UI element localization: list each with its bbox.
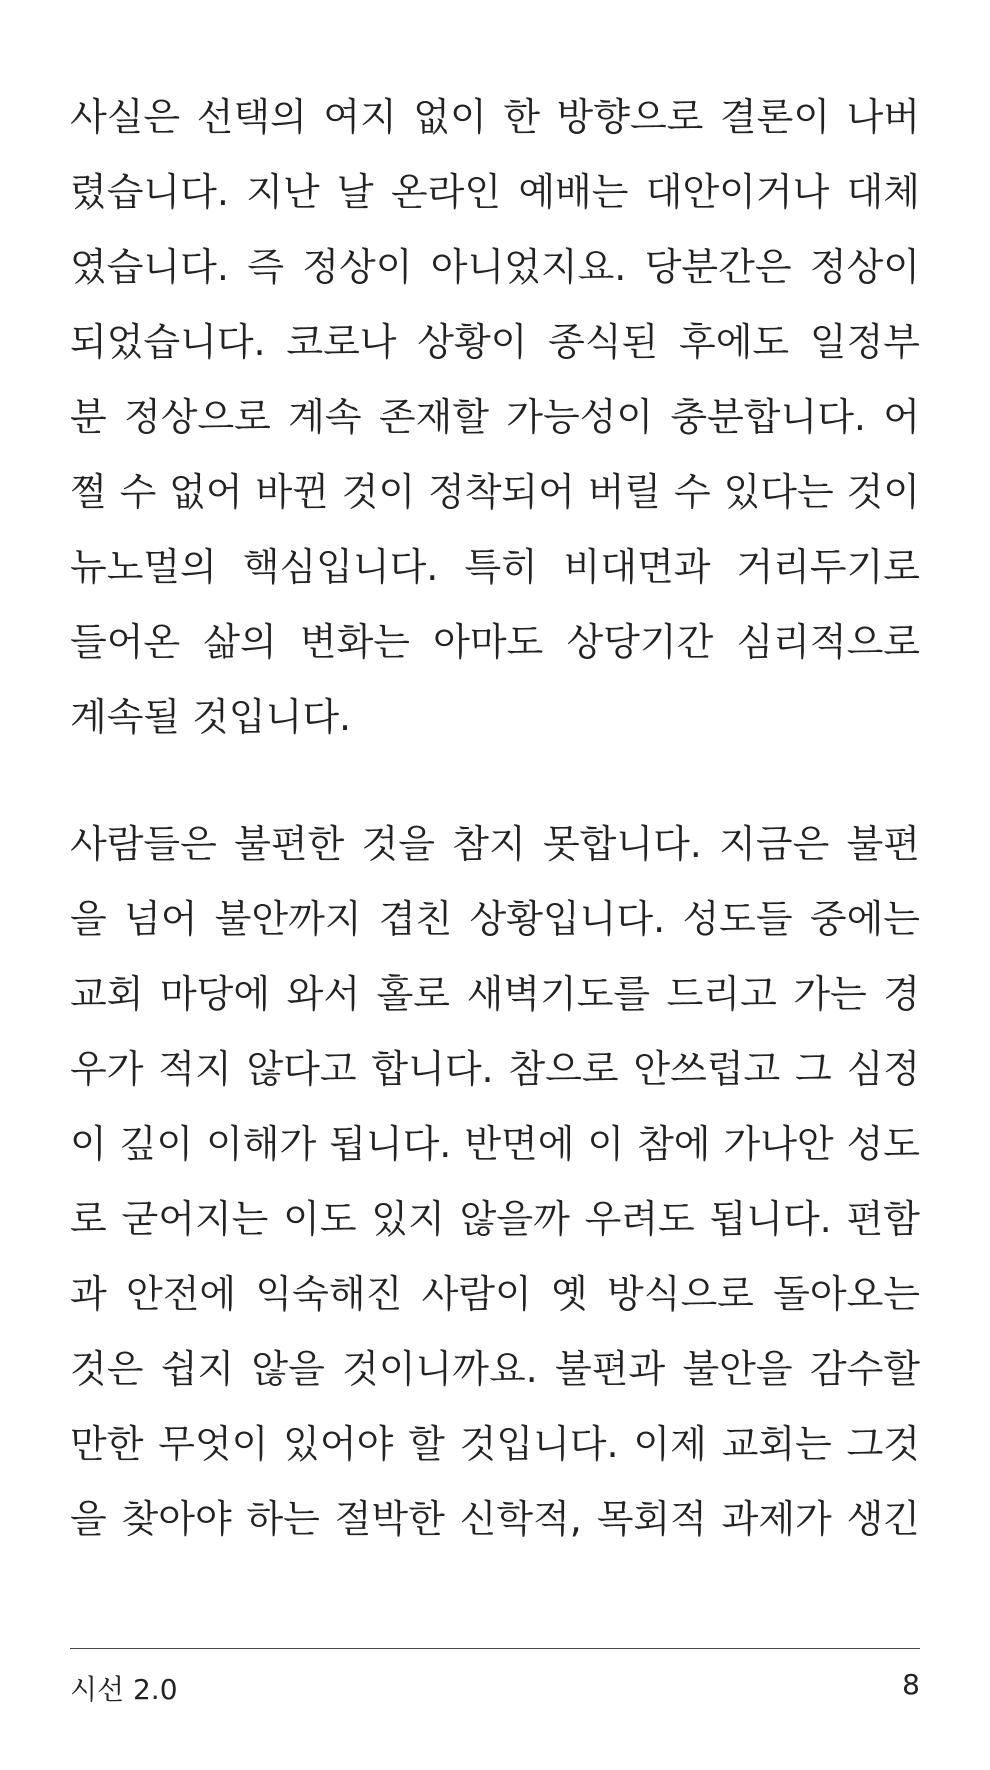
text-line: 을 넘어 불안까지 겹친 상황입니다. 성도들 중에는 [70,897,920,941]
text-line: 만한 무엇이 있어야 할 것입니다. 이제 교회는 그것 [70,1422,920,1466]
paragraph-gap [70,755,920,807]
text-line: 사람들은 불편한 것을 참지 못합니다. 지금은 불편 [70,822,920,866]
text-line: 였습니다. 즉 정상이 아니었지요. 당분간은 정상이 [70,245,920,289]
text-line: 로 굳어지는 이도 있지 않을까 우려도 됩니다. 편함 [70,1197,920,1241]
text-line: 이 깊이 이해가 됩니다. 반면에 이 참에 가나안 성도 [70,1122,920,1166]
paragraph-1 [70,80,920,755]
text-line: 들어온 삶의 변화는 아마도 상당기간 심리적으로 [70,620,920,664]
text-line: 되었습니다. 코로나 상황이 종식된 후에도 일정부 [70,320,920,364]
text-line: 과 안전에 익숙해진 사람이 옛 방식으로 돌아오는 [70,1272,920,1316]
text-line: 뉴노멀의 핵심입니다. 특히 비대면과 거리두기로 [70,545,920,589]
paragraph-2 [70,807,920,1557]
text-line: 사실은 선택의 여지 없이 한 방향으로 결론이 나버 [70,95,920,139]
footer-divider [70,1648,920,1649]
page-footer [70,1668,920,1708]
text-line: 것은 쉽지 않을 것이니까요. 불편과 불안을 감수할 [70,1347,920,1391]
text-line: 계속될 것입니다. [70,695,352,739]
page-body [70,80,920,1557]
text-line: 교회 마당에 와서 홀로 새벽기도를 드리고 가는 경 [70,972,920,1016]
text-line: 쩔 수 없어 바뀐 것이 정착되어 버릴 수 있다는 것이 [70,470,920,514]
text-line: 분 정상으로 계속 존재할 가능성이 충분합니다. 어 [70,395,920,439]
text-line: 우가 적지 않다고 합니다. 참으로 안쓰럽고 그 심정 [70,1047,920,1091]
text-line: 렸습니다. 지난 날 온라인 예배는 대안이거나 대체 [70,170,920,214]
book-title: 시선 2.0 [70,1673,178,1706]
page-number: 8 [902,1668,920,1701]
text-line: 을 찾아야 하는 절박한 신학적, 목회적 과제가 생긴 [70,1497,920,1541]
